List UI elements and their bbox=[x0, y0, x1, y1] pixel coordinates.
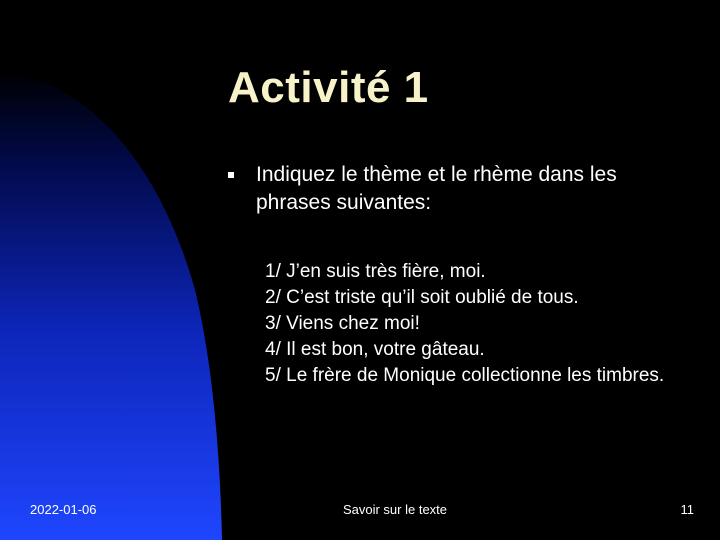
sentence-item: 2/ C’est triste qu’il soit oublié de tous. bbox=[265, 287, 579, 308]
slide-title: Activité 1 bbox=[228, 63, 429, 112]
sentence-item: 4/ Il est bon, votre gâteau. bbox=[265, 339, 485, 360]
square-bullet-icon bbox=[228, 172, 234, 178]
footer-date: 2022-01-06 bbox=[30, 502, 97, 517]
sentence-item: 1/ J’en suis très fière, moi. bbox=[265, 261, 486, 282]
sentence-list bbox=[265, 259, 685, 389]
sentence-item: 5/ Le frère de Monique collectionne les timbres. bbox=[265, 365, 665, 386]
sentence-item: 3/ Viens chez moi! bbox=[265, 313, 420, 334]
footer-title: Savoir sur le texte bbox=[342, 502, 448, 517]
page-number: 11 bbox=[680, 502, 694, 517]
instruction-text: Indiquez le thème et le rhème dans les phrases suivantes: bbox=[256, 163, 617, 214]
